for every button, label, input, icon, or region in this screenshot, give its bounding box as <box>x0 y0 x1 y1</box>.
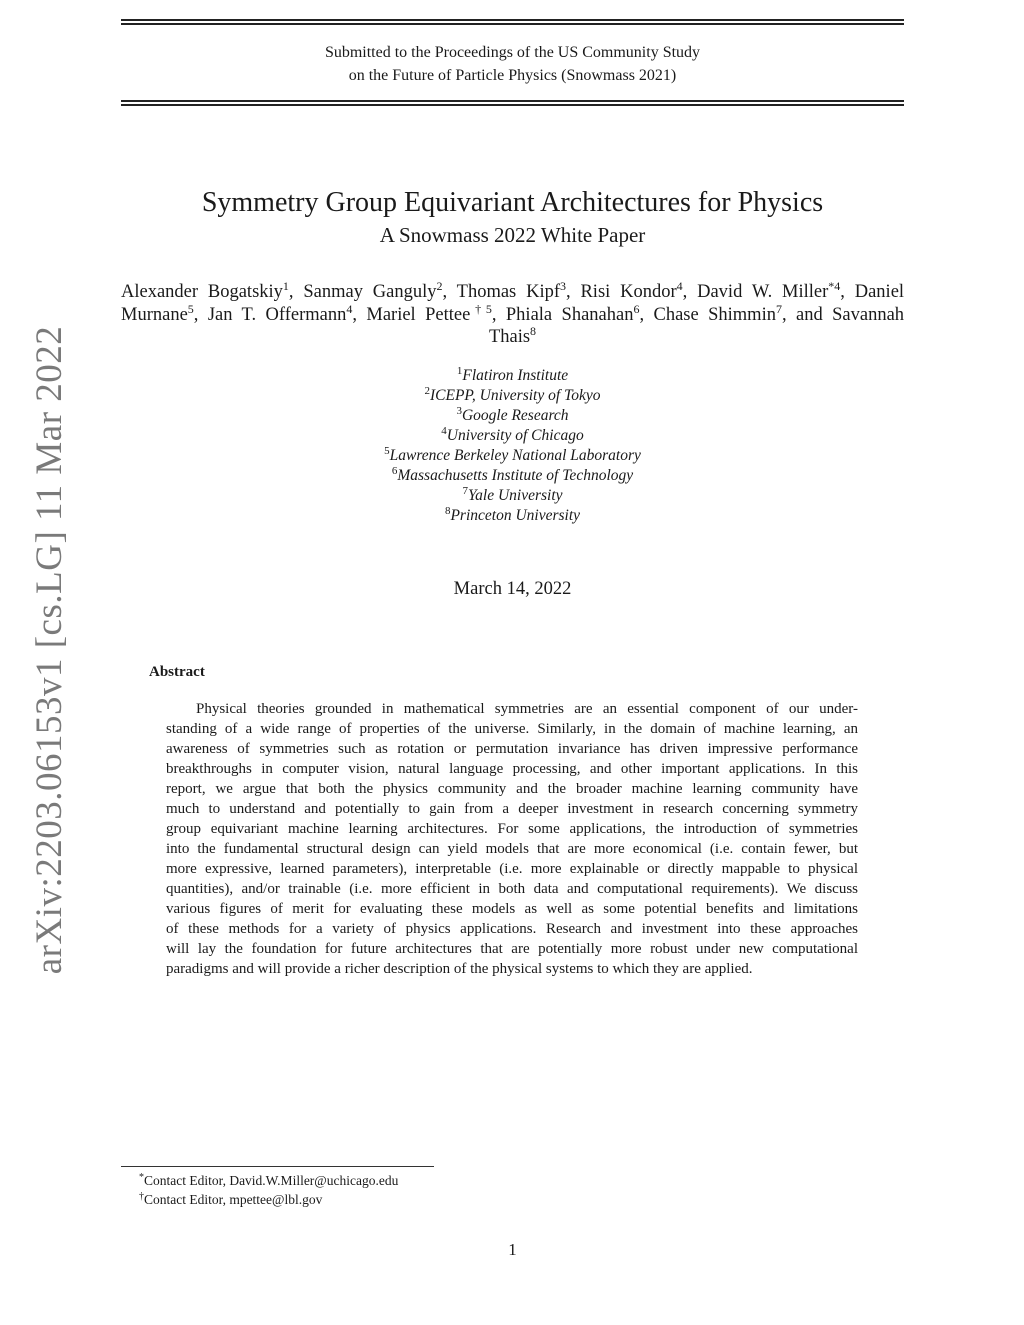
author-separator: , <box>682 282 698 302</box>
affiliation-name: Massachusetts Institute of Technology <box>397 467 634 484</box>
author-separator: , <box>352 305 367 325</box>
abstract-line: report, we argue that both the physics community and the broader machine learning community have <box>166 781 858 797</box>
affiliation <box>121 446 904 467</box>
footnote-mark: * <box>139 1172 144 1183</box>
author-line-3 <box>121 326 904 349</box>
abstract-line: into the fundamental structural design can yield models that are more economical (i.e. contain fewer, but <box>166 841 858 857</box>
affiliation-number: 3 <box>456 405 462 417</box>
header-rule-bottom <box>121 100 904 102</box>
footnote-text: Contact Editor, David.W.Miller@uchicago.edu <box>144 1173 399 1188</box>
author: David W. Miller <box>697 282 829 302</box>
author-separator: , <box>491 305 506 325</box>
abstract-line: more expressive, learned parameters), interpretable (i.e. more explainable or directly mappable to physical <box>166 861 858 877</box>
author-separator: , and Savannah <box>781 305 905 325</box>
author-sup: 8 <box>530 324 537 338</box>
abstract-line: much to understand and potentially to gain from a deeper investment in research concerning symmetry <box>166 801 858 817</box>
abstract-line: various figures of merit for evaluating these models as well as some potential benefits and limitations <box>166 901 858 917</box>
affiliation-number: 2 <box>424 385 430 397</box>
author: Alexander Bogatskiy <box>121 282 283 302</box>
abstract-line: quantities), and/or trainable (i.e. more efficient in both data and computational requirements). We discuss <box>166 881 858 897</box>
abstract-line: will lay the foundation for future architectures that are potentially more robust under new computational <box>166 941 858 957</box>
affiliation <box>121 406 904 427</box>
author-sup: 7 <box>775 302 782 316</box>
affiliation <box>121 366 904 387</box>
author: Murnane <box>121 305 188 325</box>
affiliation-name: Lawrence Berkeley National Laboratory <box>389 447 641 464</box>
affiliation <box>121 386 904 407</box>
affiliation <box>121 466 904 487</box>
author-separator: , <box>193 305 208 325</box>
author-sup: 4 <box>676 279 683 293</box>
author: Phiala Shanahan <box>505 305 634 325</box>
footnote <box>139 1172 398 1192</box>
page-number: 1 <box>508 1240 517 1259</box>
affiliation-name: Yale University <box>467 487 563 504</box>
author-line-1 <box>121 281 904 304</box>
author-line-2 <box>121 304 904 327</box>
affiliation-number: 8 <box>444 505 451 517</box>
affiliation-name: Flatiron Institute <box>462 367 569 384</box>
affiliation-number: 1 <box>456 365 463 377</box>
abstract-line: group equivariant machine learning architectures. For some applications, the introduction of symmetries <box>166 821 858 837</box>
affiliation <box>121 426 904 447</box>
affiliation-number: 4 <box>441 425 447 437</box>
affiliation-number: 6 <box>391 465 398 477</box>
affiliation-name: Google Research <box>461 407 569 424</box>
affiliation-number: 5 <box>384 445 390 457</box>
author-sup: 4 <box>346 302 353 316</box>
author-sup: 3 <box>560 279 566 293</box>
affiliation <box>121 486 904 507</box>
affiliation <box>121 506 904 527</box>
author: Mariel Pettee <box>366 305 471 325</box>
author-separator: , <box>442 282 457 302</box>
submission-note-line2: on the Future of Particle Physics (Snowmass 2021) <box>348 67 677 84</box>
author-sup: 1 <box>282 279 289 293</box>
author-separator: , Daniel <box>840 282 905 302</box>
author-sup: 2 <box>436 279 443 293</box>
author-sup: *4 <box>828 279 841 293</box>
abstract-line: awareness of symmetries such as rotation or permutation invariance has driven impressive performance <box>166 741 858 757</box>
author-separator: , <box>639 305 654 325</box>
abstract-line: paradigms and will provide a richer description of the physical systems to which they are applied. <box>166 961 753 977</box>
affiliation-name: ICEPP, University of Tokyo <box>430 387 601 404</box>
abstract-line: Physical theories grounded in mathematical symmetries are an essential component of our under- <box>196 701 858 717</box>
author: Jan T. Offermann <box>207 305 347 325</box>
submission-note-line1: Submitted to the Proceedings of the US Community Study <box>324 44 701 61</box>
footnote-rule <box>121 1166 434 1167</box>
author: Chase Shimmin <box>653 305 776 325</box>
author: Thomas Kipf <box>456 282 560 302</box>
author: Thais <box>488 327 531 347</box>
affiliation-name: Princeton University <box>450 507 581 524</box>
header-rule-bottom-inner <box>121 104 904 106</box>
header-rule-top <box>121 19 904 21</box>
author: Risi Kondor <box>580 282 677 302</box>
affiliation-name: University of Chicago <box>446 427 584 444</box>
abstract-line: breakthroughs in computer vision, natural language processing, and other important applications. In this <box>166 761 858 777</box>
arxiv-stamp: arXiv:2203.06153v1 [cs.LG] 11 Mar 2022 <box>29 325 70 975</box>
abstract-line: standing of a wide range of properties of the universe. Similarly, in the domain of machine learning, an <box>166 721 858 737</box>
abstract-heading: Abstract <box>149 664 205 680</box>
author-separator: , <box>566 282 581 302</box>
header-rule-top-inner <box>121 23 904 25</box>
author-sup: 6 <box>633 302 640 316</box>
footnote-mark: † <box>139 1191 144 1202</box>
paper-date: March 14, 2022 <box>453 579 572 599</box>
author-sup: †5 <box>470 302 492 316</box>
abstract-line: of these methods for a variety of physics applications. Research and investment into these approaches <box>166 921 858 937</box>
author-separator: , <box>288 282 304 302</box>
author: Sanmay Ganguly <box>303 282 437 302</box>
paper-subtitle: A Snowmass 2022 White Paper <box>379 223 646 247</box>
affiliation-number: 7 <box>462 485 468 497</box>
footnote <box>139 1191 322 1211</box>
author-sup: 5 <box>187 302 194 316</box>
footnote-text: Contact Editor, mpettee@lbl.gov <box>144 1192 323 1207</box>
paper-title: Symmetry Group Equivariant Architectures for Physics <box>201 187 824 218</box>
